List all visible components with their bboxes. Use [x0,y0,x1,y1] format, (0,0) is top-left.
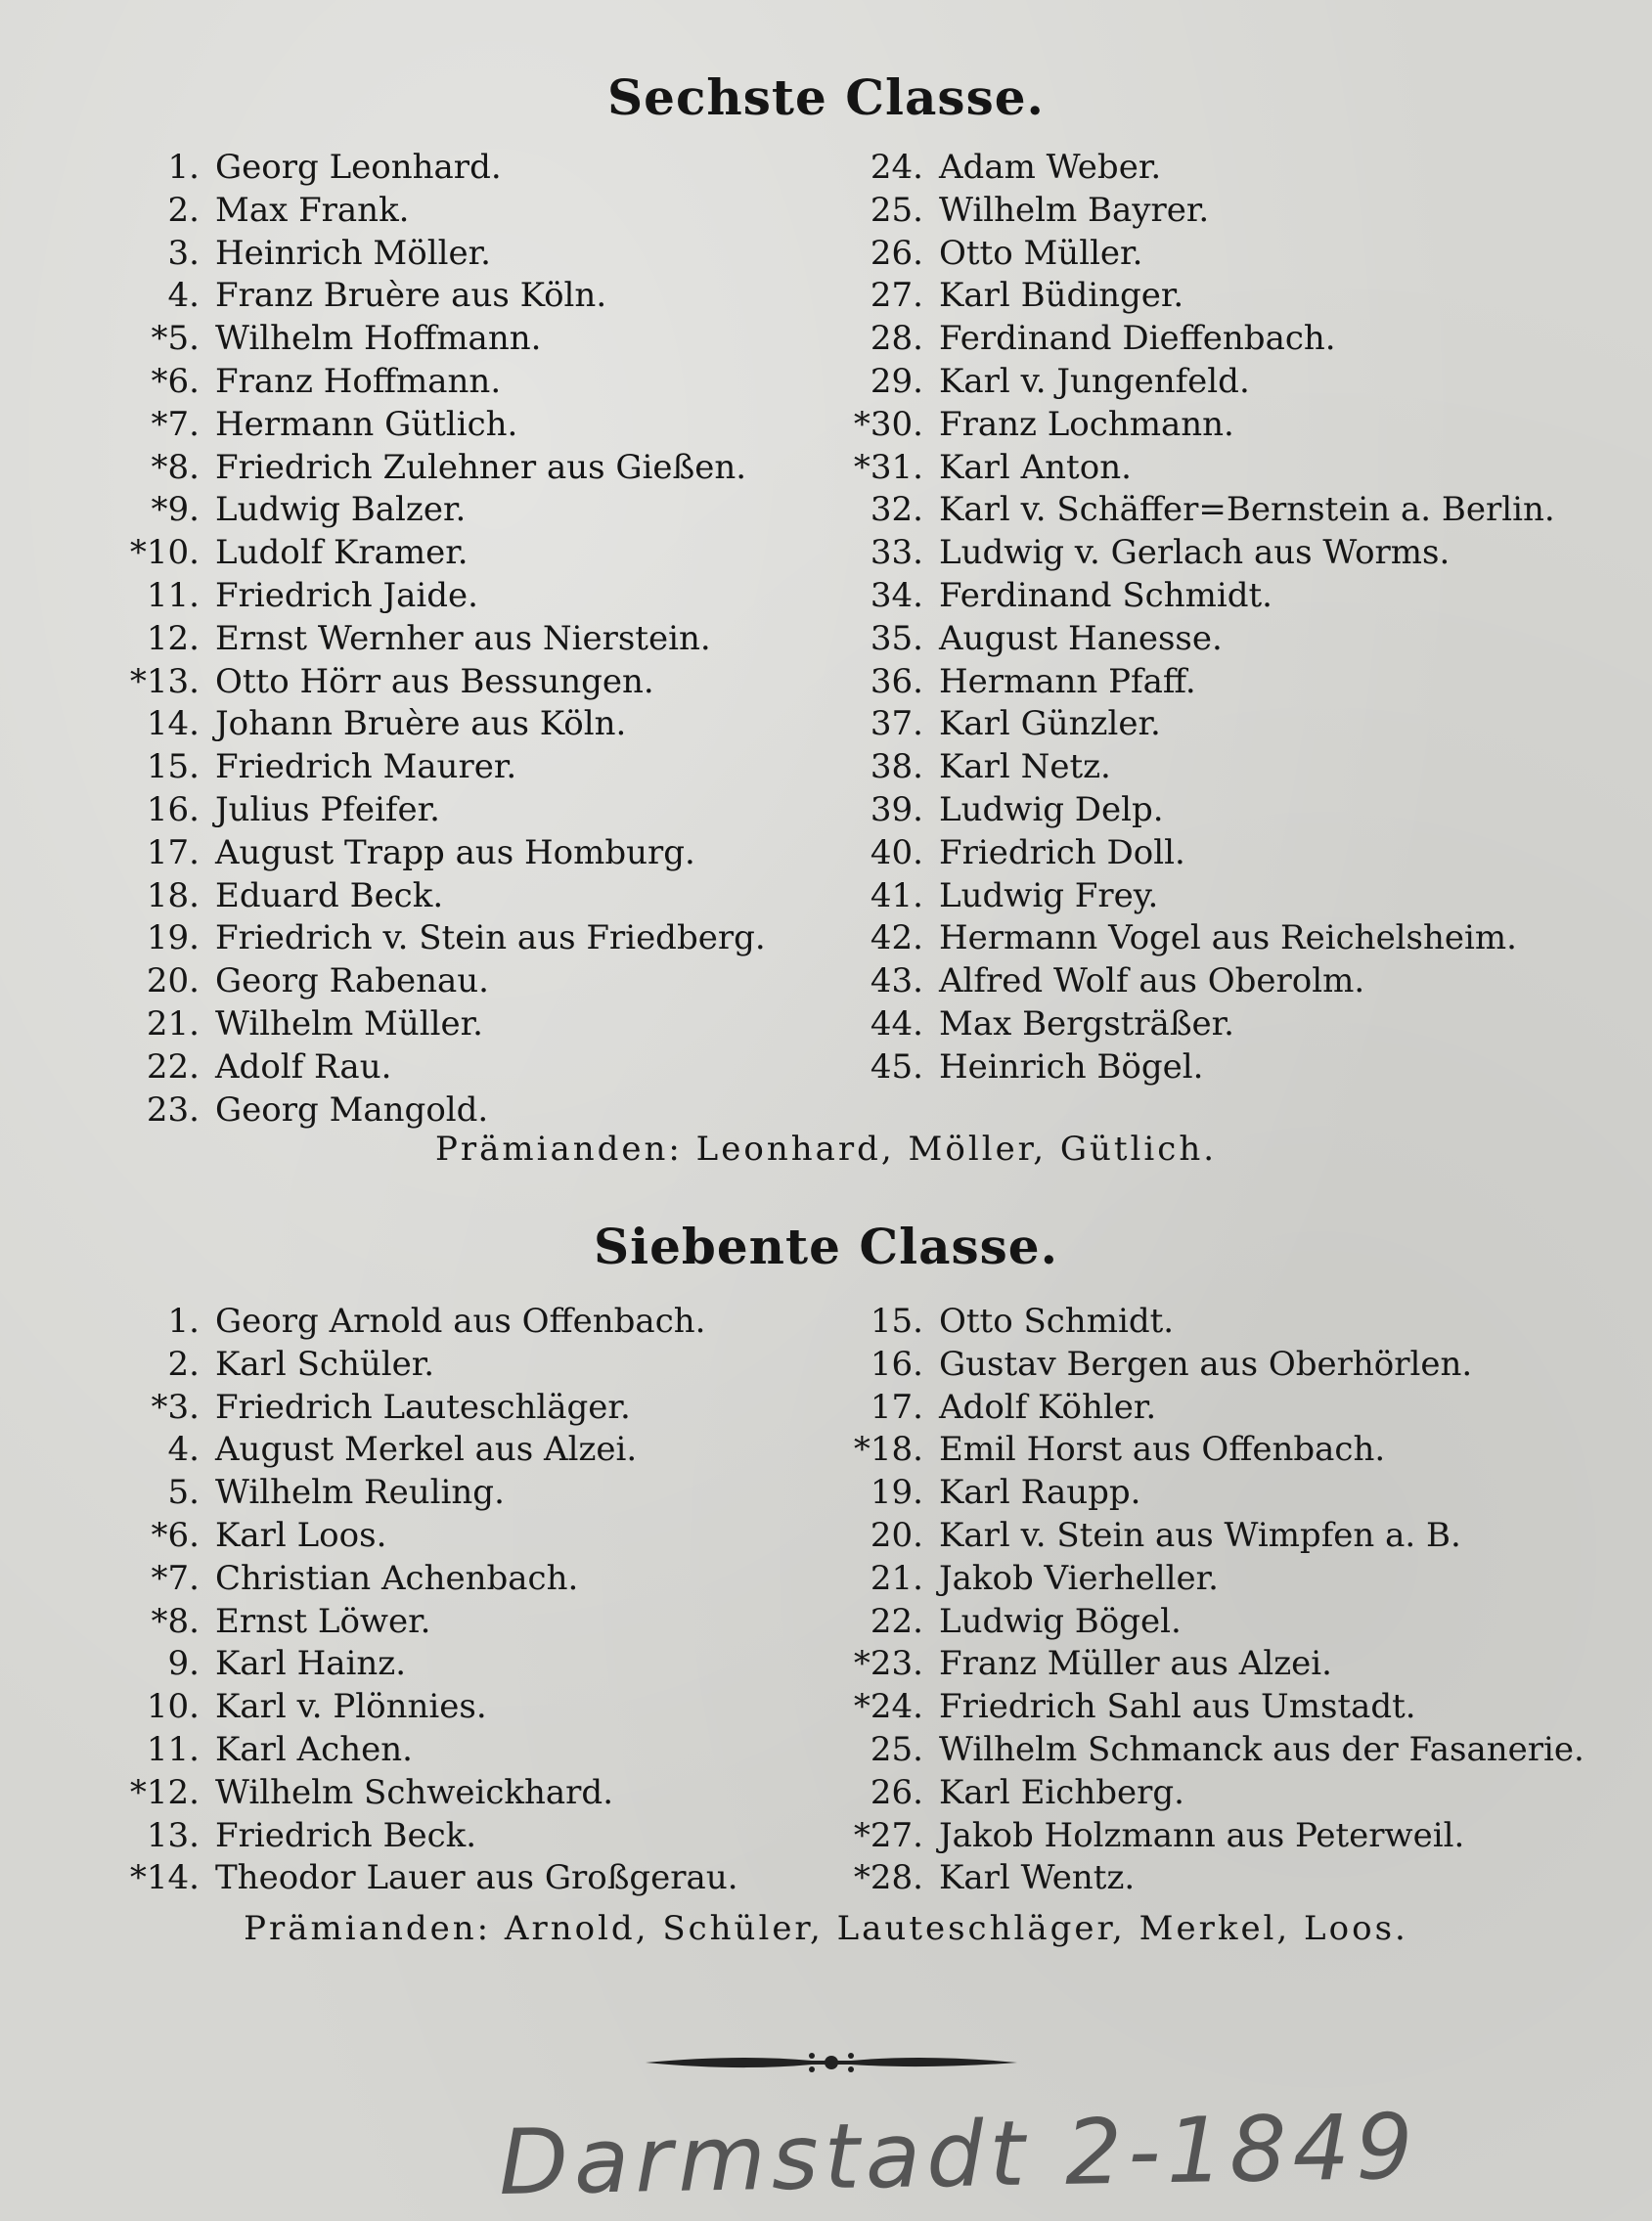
entry-number: 17. [146,832,200,872]
entry-number: 17. [870,1387,923,1427]
entry-number: *10. [129,533,200,573]
list-item [0,147,1555,190]
entry-number: *12. [129,1772,200,1812]
entry-name: August Hanesse. [939,618,1223,658]
entry-number: 10. [146,1687,200,1727]
list-item [0,532,1555,575]
entry-name: Wilhelm Reuling. [215,1473,505,1513]
entry-name: Georg Arnold aus Offenbach. [215,1302,706,1341]
entry-number: 32. [870,490,923,530]
entry-name: Friedrich Sahl aus Umstadt. [939,1687,1416,1727]
entry-name: Ludwig Bögel. [939,1601,1182,1641]
list-item [0,1729,1585,1772]
entry-number: 5. [167,1473,200,1513]
list-item [0,875,1555,918]
entry-name: Otto Müller. [939,233,1143,273]
entry-name: Karl Netz. [939,747,1111,787]
entry-name: Theodor Lauer aus Großgerau. [215,1858,738,1898]
list-item [0,832,1555,875]
entry-name: Ferdinand Schmidt. [939,575,1272,615]
list-item [0,1472,1585,1515]
entry-number: 44. [870,1003,923,1044]
entry-number: 35. [870,618,923,658]
entry-number: 42. [870,918,923,958]
entry-number: *3. [151,1387,200,1427]
entry-name: Adam Weber. [939,148,1162,187]
entry-number: 34. [870,575,923,615]
entry-number: *31. [853,447,923,487]
entry-number: 19. [146,918,200,958]
entry-number: 14. [146,704,200,744]
entry-number: 16. [146,789,200,829]
entry-number: 39. [870,789,923,829]
entry-number: 1. [167,1302,200,1341]
entry-name: Julius Pfeifer. [215,789,440,829]
entry-number: *28. [853,1858,923,1898]
entry-name: Karl Büdinger. [939,276,1184,316]
entry-name: Karl Hainz. [215,1644,407,1684]
entry-number: 26. [870,233,923,273]
list-item [0,1301,1585,1344]
entry-name: Karl v. Schäffer=Bernstein a. Berlin. [939,490,1555,530]
entry-number: 3. [167,233,200,273]
entry-name: Otto Hörr aus Bessungen. [215,661,654,701]
entry-name: Max Bergsträßer. [939,1003,1234,1044]
list-item [0,489,1555,532]
entry-name: August Trapp aus Homburg. [215,832,695,872]
list-item [0,960,1555,1003]
entry-number: 2. [167,1344,200,1384]
list-item [0,746,1555,789]
entry-number: *6. [151,1515,200,1555]
entry-number: 25. [870,1729,923,1769]
entry-name: Friedrich Maurer. [215,747,517,787]
list-item [0,661,1555,704]
entry-number: 33. [870,533,923,573]
list-item [0,1003,1555,1046]
entry-name: Friedrich Lauteschläger. [215,1387,631,1427]
entry-name: Ludolf Kramer. [215,533,469,573]
entry-number: 20. [870,1515,923,1555]
entry-name: Gustav Bergen aus Oberhörlen. [939,1344,1473,1384]
entry-number: 41. [870,875,923,915]
entry-number: 27. [870,276,923,316]
entry-name: Friedrich Zulehner aus Gießen. [215,447,747,487]
entry-number: 1. [167,148,200,187]
entry-number: 4. [167,276,200,316]
sechste-classe-title: Sechste Classe. [607,68,1045,126]
entry-name: Wilhelm Schweickhard. [215,1772,614,1812]
entry-name: Franz Bruère aus Köln. [215,276,607,316]
entry-name: Wilhelm Müller. [215,1003,483,1044]
list-item [0,361,1555,404]
entry-number: 21. [870,1558,923,1598]
entry-name: Ernst Löwer. [215,1601,431,1641]
entry-number: *6. [151,361,200,401]
entry-name: Otto Schmidt. [939,1302,1175,1341]
entry-name: Karl v. Plönnies. [215,1687,487,1727]
list-item [0,618,1555,661]
entry-number: 43. [870,961,923,1001]
entry-number: *8. [151,447,200,487]
entry-number: 21. [146,1003,200,1044]
list-item [0,404,1555,447]
entry-name: Ludwig Balzer. [215,490,467,530]
list-item [0,703,1555,746]
entry-number: *9. [151,490,200,530]
list-item [0,917,1555,960]
siebente-praemianden: Prämianden: Arnold, Schüler, Lauteschläger, Merkel, Loos. [244,1909,1408,1948]
entry-name: Karl v. Jungenfeld. [939,361,1250,401]
entry-number: 9. [167,1644,200,1684]
entry-number: 13. [146,1815,200,1855]
list-item [0,1344,1585,1387]
entry-number: *18. [853,1430,923,1470]
entry-name: Hermann Gütlich. [215,404,518,444]
entry-name: Karl Anton. [939,447,1132,487]
entry-name: Friedrich Doll. [939,832,1185,872]
entry-number: *7. [151,404,200,444]
entry-number: 28. [870,319,923,359]
entry-name: Karl Günzler. [939,704,1161,744]
entry-number: 29. [870,361,923,401]
entry-name: Karl Raupp. [939,1473,1141,1513]
list-item [0,1558,1585,1601]
entry-name: Wilhelm Hoffmann. [215,319,542,359]
entry-number: 16. [870,1344,923,1384]
entry-number: *30. [853,404,923,444]
entry-number: *14. [129,1858,200,1898]
entry-number: *13. [129,661,200,701]
entry-name: Wilhelm Schmanck aus der Fasanerie. [939,1729,1585,1769]
entry-number: 26. [870,1772,923,1812]
siebente-classe-title: Siebente Classe. [593,1218,1059,1275]
entry-name: Ferdinand Dieffenbach. [939,319,1336,359]
list-item [0,275,1555,318]
entry-number: *5. [151,319,200,359]
list-item [0,1601,1585,1644]
entry-name: Ernst Wernher aus Nierstein. [215,618,711,658]
entry-name: Max Frank. [215,190,410,230]
entry-number: 15. [146,747,200,787]
list-item [0,318,1555,361]
entry-number: 11. [146,575,200,615]
ornament-divider [646,2046,1017,2079]
entry-number: 24. [870,148,923,187]
entry-name: Friedrich Beck. [215,1815,477,1855]
entry-number: 20. [146,961,200,1001]
entry-name: Karl Eichberg. [939,1772,1184,1812]
entry-name: Adolf Rau. [215,1046,392,1087]
entry-number: *27. [853,1815,923,1855]
entry-name: Friedrich Jaide. [215,575,478,615]
entry-number: 22. [870,1601,923,1641]
entry-number: 38. [870,747,923,787]
entry-name: Wilhelm Bayrer. [939,190,1210,230]
list-item [0,575,1555,618]
entry-name: Christian Achenbach. [215,1558,579,1598]
entry-number: 2. [167,190,200,230]
entry-number: 12. [146,618,200,658]
entry-name: Heinrich Bögel. [939,1046,1204,1087]
list-item [0,1429,1585,1472]
entry-name: Jakob Vierheller. [939,1558,1219,1598]
entry-name: Georg Mangold. [215,1089,489,1130]
entry-number: 45. [870,1046,923,1087]
entry-number: 18. [146,875,200,915]
list-item [0,190,1555,233]
entry-name: Eduard Beck. [215,875,444,915]
entry-name: Johann Bruère aus Köln. [215,704,627,744]
handwritten-signature: Darmstadt 2-1849 [498,2094,1420,2215]
entry-name: Jakob Holzmann aus Peterweil. [939,1815,1465,1855]
entry-name: Ludwig Delp. [939,789,1164,829]
entry-name: Karl Wentz. [939,1858,1136,1898]
entry-name: Karl v. Stein aus Wimpfen a. B. [939,1515,1461,1555]
entry-name: Franz Lochmann. [939,404,1234,444]
entry-name: Hermann Pfaff. [939,661,1196,701]
entry-number: *23. [853,1644,923,1684]
entry-number: 15. [870,1302,923,1341]
list-item [0,1387,1585,1430]
siebente-right-column [0,1301,1585,1900]
entry-name: Georg Leonhard. [215,148,502,187]
entry-number: 23. [146,1089,200,1130]
entry-name: Adolf Köhler. [939,1387,1157,1427]
entry-name: Emil Horst aus Offenbach. [939,1430,1386,1470]
list-item [0,1046,1555,1089]
entry-name: Friedrich v. Stein aus Friedberg. [215,918,766,958]
list-item [0,447,1555,490]
entry-number: 25. [870,190,923,230]
list-item [0,1515,1585,1558]
list-item [0,233,1555,276]
list-item [0,1089,766,1133]
list-item [0,1643,1585,1686]
entry-number: *7. [151,1558,200,1598]
list-item [0,1815,1585,1858]
entry-name: Karl Achen. [215,1729,413,1769]
entry-name: Hermann Vogel aus Reichelsheim. [939,918,1517,958]
entry-name: Alfred Wolf aus Oberolm. [939,961,1365,1001]
list-item [0,1686,1585,1729]
sechste-praemianden: Prämianden: Leonhard, Möller, Gütlich. [434,1130,1218,1169]
entry-name: August Merkel aus Alzei. [215,1430,638,1470]
entry-number: 40. [870,832,923,872]
entry-number: *24. [853,1687,923,1727]
list-item [0,1772,1585,1815]
entry-name: Heinrich Möller. [215,233,491,273]
entry-number: 19. [870,1473,923,1513]
entry-name: Franz Hoffmann. [215,361,502,401]
sechste-right-column [0,147,1555,1089]
entry-name: Ludwig v. Gerlach aus Worms. [939,533,1451,573]
entry-number: *8. [151,1601,200,1641]
entry-name: Karl Schüler. [215,1344,435,1384]
entry-name: Ludwig Frey. [939,875,1159,915]
entry-name: Karl Loos. [215,1515,387,1555]
entry-number: 22. [146,1046,200,1087]
entry-number: 11. [146,1729,200,1769]
entry-number: 4. [167,1430,200,1470]
entry-number: 36. [870,661,923,701]
entry-number: 37. [870,704,923,744]
list-item [0,789,1555,832]
entry-name: Franz Müller aus Alzei. [939,1644,1332,1684]
list-item [0,1857,1585,1900]
entry-name: Georg Rabenau. [215,961,489,1001]
